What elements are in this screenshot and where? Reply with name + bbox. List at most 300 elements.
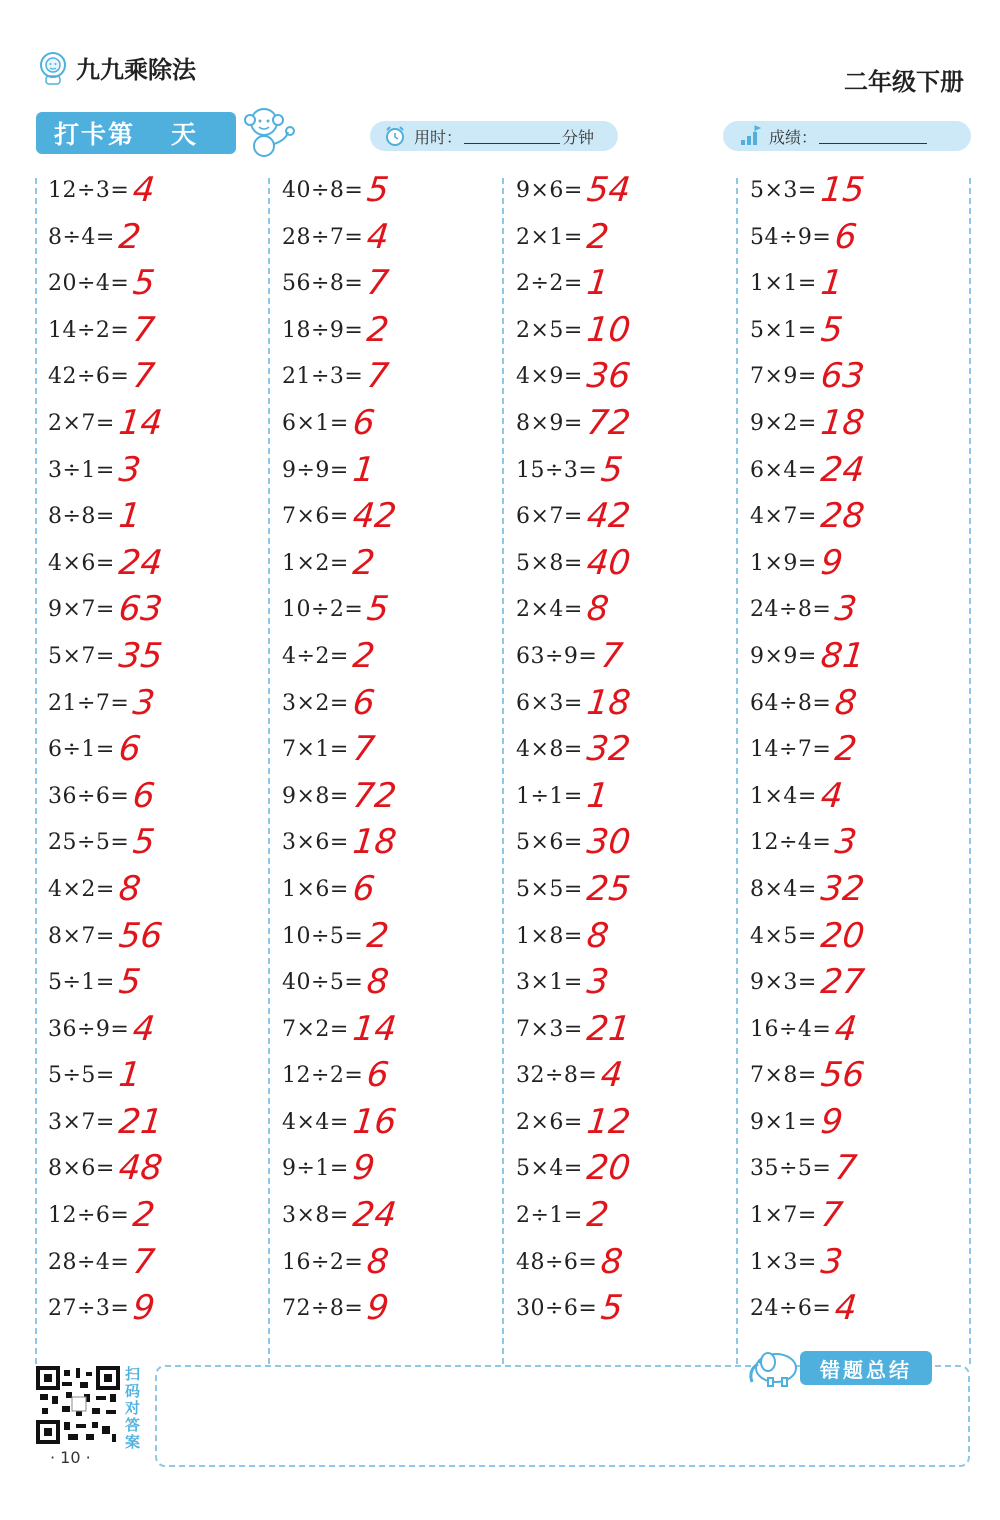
problem-row — [750, 1055, 980, 1102]
problem-row — [48, 962, 278, 1009]
handwritten-answer: 48 — [116, 1148, 165, 1189]
handwritten-answer: 10 — [584, 309, 633, 350]
problem-equation: 8÷4= — [48, 224, 115, 250]
problem-row — [48, 683, 278, 730]
problem-equation: 30÷6= — [516, 1296, 598, 1322]
problem-equation: 6×4= — [750, 457, 817, 483]
problem-equation: 9×3= — [750, 970, 817, 996]
handwritten-answer: 1 — [584, 775, 611, 816]
handwritten-answer: 24 — [116, 542, 165, 583]
problem-equation: 1×7= — [750, 1203, 817, 1229]
handwritten-answer: 8 — [584, 915, 611, 956]
problem-row — [48, 263, 278, 310]
problem-row — [48, 1195, 278, 1242]
handwritten-answer: 3 — [832, 822, 859, 863]
problem-row — [282, 1009, 512, 1056]
problem-row — [48, 1242, 278, 1289]
problem-equation: 1×4= — [750, 783, 817, 809]
problem-equation: 21÷7= — [48, 690, 130, 716]
handwritten-answer: 63 — [818, 356, 867, 397]
problem-column-1 — [48, 170, 278, 1335]
handwritten-answer: 6 — [130, 775, 157, 816]
problem-row — [750, 1242, 980, 1289]
handwritten-answer: 72 — [584, 402, 633, 443]
handwritten-answer: 2 — [832, 729, 859, 770]
book-title: 九九乘除法 — [76, 56, 196, 84]
problem-row — [48, 310, 278, 357]
problem-row — [282, 1242, 512, 1289]
handwritten-answer: 4 — [598, 1055, 625, 1096]
problem-equation: 16÷2= — [282, 1249, 364, 1275]
handwritten-answer: 5 — [818, 309, 845, 350]
problem-row — [516, 776, 746, 823]
problem-equation: 3×6= — [282, 830, 349, 856]
lion-mascot-icon — [36, 51, 70, 85]
problem-row — [282, 356, 512, 403]
problem-row — [48, 1288, 278, 1335]
problem-row — [750, 822, 980, 869]
handwritten-answer: 42 — [350, 496, 399, 537]
problem-row — [48, 356, 278, 403]
problem-row — [516, 869, 746, 916]
problem-row — [48, 403, 278, 450]
problem-equation: 4×2= — [48, 876, 115, 902]
problem-column-2 — [282, 170, 512, 1335]
problem-equation: 10÷2= — [282, 597, 364, 623]
handwritten-answer: 4 — [832, 1008, 859, 1049]
handwritten-answer: 25 — [584, 868, 633, 909]
problem-equation: 5÷5= — [48, 1063, 115, 1089]
problem-row — [516, 263, 746, 310]
problem-equation: 3×8= — [282, 1203, 349, 1229]
mistake-summary-label: 错题总结 — [800, 1351, 932, 1385]
handwritten-answer: 9 — [818, 542, 845, 583]
problem-row — [750, 916, 980, 963]
problem-row — [750, 263, 980, 310]
handwritten-answer: 9 — [130, 1288, 157, 1329]
problem-equation: 27÷3= — [48, 1296, 130, 1322]
handwritten-answer: 3 — [832, 589, 859, 630]
problem-row — [516, 310, 746, 357]
problem-equation: 14÷7= — [750, 737, 832, 763]
handwritten-answer: 2 — [364, 309, 391, 350]
problem-equation: 35÷5= — [750, 1156, 832, 1182]
handwritten-answer: 9 — [364, 1288, 391, 1329]
problem-equation: 4×7= — [750, 504, 817, 530]
problem-equation: 2×4= — [516, 597, 583, 623]
problem-row — [282, 217, 512, 264]
problem-row — [516, 729, 746, 776]
problem-row — [282, 869, 512, 916]
handwritten-answer: 7 — [130, 309, 157, 350]
problem-row — [516, 589, 746, 636]
handwritten-answer: 2 — [364, 915, 391, 956]
problem-equation: 1×1= — [750, 271, 817, 297]
problem-equation: 12÷6= — [48, 1203, 130, 1229]
handwritten-answer: 1 — [818, 263, 845, 304]
scan-for-answers-text: 扫码对答案 — [125, 1365, 141, 1451]
problem-equation: 9×9= — [750, 643, 817, 669]
handwritten-answer: 24 — [350, 1195, 399, 1236]
handwritten-answer: 56 — [116, 915, 165, 956]
problem-row — [282, 170, 512, 217]
problem-equation: 9×7= — [48, 597, 115, 623]
handwritten-answer: 4 — [832, 1288, 859, 1329]
problem-equation: 1×9= — [750, 550, 817, 576]
problem-equation: 5×1= — [750, 317, 817, 343]
problem-equation: 4÷2= — [282, 643, 349, 669]
problem-row — [48, 729, 278, 776]
problem-row — [282, 310, 512, 357]
problem-equation: 7×2= — [282, 1016, 349, 1042]
problem-row — [516, 1195, 746, 1242]
problem-equation: 1×3= — [750, 1249, 817, 1275]
handwritten-answer: 9 — [818, 1101, 845, 1142]
problem-row — [750, 1009, 980, 1056]
problem-equation: 8×9= — [516, 410, 583, 436]
problem-row — [516, 1055, 746, 1102]
problem-equation: 9×1= — [750, 1109, 817, 1135]
problem-row — [48, 776, 278, 823]
problem-row — [516, 916, 746, 963]
problem-row — [750, 636, 980, 683]
handwritten-answer: 20 — [584, 1148, 633, 1189]
problem-row — [48, 543, 278, 590]
problem-row — [516, 1009, 746, 1056]
time-unit: 分钟 — [562, 127, 595, 147]
score-input-line[interactable] — [819, 129, 927, 144]
handwritten-answer: 5 — [598, 449, 625, 490]
problem-equation: 14÷2= — [48, 317, 130, 343]
problem-row — [282, 263, 512, 310]
problem-equation: 6×3= — [516, 690, 583, 716]
problem-equation: 36÷6= — [48, 783, 130, 809]
handwritten-answer: 72 — [350, 775, 399, 816]
handwritten-answer: 32 — [584, 729, 633, 770]
handwritten-answer: 7 — [130, 1241, 157, 1282]
elephant-mascot-icon — [746, 1344, 804, 1388]
handwritten-answer: 6 — [364, 1055, 391, 1096]
problem-equation: 1×6= — [282, 876, 349, 902]
problem-equation: 18÷9= — [282, 317, 364, 343]
handwritten-answer: 7 — [364, 356, 391, 397]
problem-equation: 12÷3= — [48, 178, 130, 203]
handwritten-answer: 3 — [116, 449, 143, 490]
alarm-clock-icon — [384, 125, 406, 147]
handwritten-answer: 14 — [116, 402, 165, 443]
problem-equation: 5×3= — [750, 178, 817, 203]
checkin-banner — [36, 112, 236, 154]
handwritten-answer: 21 — [116, 1101, 165, 1142]
score-field — [723, 121, 971, 151]
problem-row — [750, 496, 980, 543]
problem-row — [282, 776, 512, 823]
handwritten-answer: 7 — [130, 356, 157, 397]
handwritten-answer: 5 — [598, 1288, 625, 1329]
problem-row — [750, 217, 980, 264]
handwritten-answer: 2 — [350, 542, 377, 583]
problem-row — [282, 636, 512, 683]
problem-equation: 4×9= — [516, 364, 583, 390]
bar-chart-flag-icon — [739, 125, 761, 147]
handwritten-answer: 30 — [584, 822, 633, 863]
handwritten-answer: 7 — [598, 635, 625, 676]
handwritten-answer: 16 — [350, 1101, 399, 1142]
problem-equation: 7×8= — [750, 1063, 817, 1089]
problem-column-3 — [516, 170, 746, 1335]
handwritten-answer: 8 — [832, 682, 859, 723]
problem-equation: 2×5= — [516, 317, 583, 343]
problem-row — [516, 356, 746, 403]
problem-equation: 8×7= — [48, 923, 115, 949]
problem-row — [282, 822, 512, 869]
problem-row — [750, 729, 980, 776]
problem-row — [48, 170, 278, 217]
problem-row — [750, 170, 980, 217]
problem-row — [516, 170, 746, 217]
problem-row — [282, 683, 512, 730]
problem-equation: 9÷1= — [282, 1156, 349, 1182]
problem-equation: 10÷5= — [282, 923, 364, 949]
handwritten-answer: 42 — [584, 496, 633, 537]
problem-row — [48, 1102, 278, 1149]
problem-equation: 9×8= — [282, 783, 349, 809]
problem-equation: 40÷5= — [282, 970, 364, 996]
problem-row — [750, 450, 980, 497]
problem-equation: 9÷9= — [282, 457, 349, 483]
problem-row — [48, 496, 278, 543]
handwritten-answer: 7 — [350, 729, 377, 770]
handwritten-answer: 32 — [818, 868, 867, 909]
problem-row — [282, 1195, 512, 1242]
problem-equation: 5÷1= — [48, 970, 115, 996]
problem-equation: 63÷9= — [516, 643, 598, 669]
problem-equation: 1÷1= — [516, 783, 583, 809]
problem-equation: 8÷8= — [48, 504, 115, 530]
problem-row — [750, 683, 980, 730]
handwritten-answer: 4 — [364, 216, 391, 257]
handwritten-answer: 18 — [350, 822, 399, 863]
problem-equation: 2×7= — [48, 410, 115, 436]
problem-row — [48, 636, 278, 683]
problem-row — [48, 822, 278, 869]
problem-row — [750, 403, 980, 450]
handwritten-answer: 28 — [818, 496, 867, 537]
handwritten-answer: 40 — [584, 542, 633, 583]
problem-row — [516, 1288, 746, 1335]
handwritten-answer: 5 — [116, 962, 143, 1003]
handwritten-answer: 21 — [584, 1008, 633, 1049]
problem-column-4 — [750, 170, 980, 1335]
problem-row — [516, 403, 746, 450]
problem-equation: 12÷2= — [282, 1063, 364, 1089]
handwritten-answer: 6 — [832, 216, 859, 257]
problem-equation: 24÷8= — [750, 597, 832, 623]
problem-equation: 3×7= — [48, 1109, 115, 1135]
handwritten-answer: 8 — [364, 962, 391, 1003]
problem-equation: 5×6= — [516, 830, 583, 856]
problem-row — [516, 1148, 746, 1195]
handwritten-answer: 6 — [116, 729, 143, 770]
handwritten-answer: 7 — [818, 1195, 845, 1236]
handwritten-answer: 8 — [116, 868, 143, 909]
problem-row — [48, 1009, 278, 1056]
problem-row — [282, 450, 512, 497]
column-divider — [35, 178, 37, 1364]
problem-equation: 9×6= — [516, 178, 583, 203]
problem-row — [750, 869, 980, 916]
checkin-suffix: 天 — [171, 120, 199, 149]
problem-equation: 1×2= — [282, 550, 349, 576]
problem-equation: 72÷8= — [282, 1296, 364, 1322]
problem-equation: 4×6= — [48, 550, 115, 576]
problem-equation: 6×7= — [516, 504, 583, 530]
problem-row — [750, 356, 980, 403]
problem-row — [516, 636, 746, 683]
problem-equation: 54÷9= — [750, 224, 832, 250]
problem-equation: 48÷6= — [516, 1249, 598, 1275]
handwritten-answer: 54 — [584, 170, 633, 210]
handwritten-answer: 15 — [818, 170, 867, 210]
handwritten-answer: 8 — [584, 589, 611, 630]
problem-row — [750, 589, 980, 636]
handwritten-answer: 3 — [818, 1241, 845, 1282]
problem-equation: 64÷8= — [750, 690, 832, 716]
problem-row — [516, 683, 746, 730]
grade-label: 二年级下册 — [844, 68, 964, 96]
handwritten-answer: 63 — [116, 589, 165, 630]
problem-equation: 28÷4= — [48, 1249, 130, 1275]
problem-equation: 7×9= — [750, 364, 817, 390]
handwritten-answer: 4 — [130, 1008, 157, 1049]
problem-equation: 40÷8= — [282, 178, 364, 203]
handwritten-answer: 2 — [350, 635, 377, 676]
handwritten-answer: 56 — [818, 1055, 867, 1096]
problem-row — [282, 543, 512, 590]
handwritten-answer: 5 — [364, 170, 391, 210]
problem-row — [516, 962, 746, 1009]
problem-equation: 8×6= — [48, 1156, 115, 1182]
problem-equation: 20÷4= — [48, 271, 130, 297]
time-field — [370, 121, 618, 151]
problem-equation: 24÷6= — [750, 1296, 832, 1322]
problem-equation: 2÷2= — [516, 271, 583, 297]
time-label: 用时： — [414, 127, 463, 147]
problem-row — [48, 450, 278, 497]
problem-equation: 3÷1= — [48, 457, 115, 483]
handwritten-answer: 24 — [818, 449, 867, 490]
problem-row — [750, 776, 980, 823]
handwritten-answer: 5 — [364, 589, 391, 630]
problem-equation: 25÷5= — [48, 830, 130, 856]
problem-equation: 2×1= — [516, 224, 583, 250]
handwritten-answer: 9 — [350, 1148, 377, 1189]
problem-equation: 5×5= — [516, 876, 583, 902]
problem-row — [750, 310, 980, 357]
problem-row — [48, 217, 278, 264]
problem-equation: 21÷3= — [282, 364, 364, 390]
problem-row — [750, 962, 980, 1009]
problem-equation: 2×6= — [516, 1109, 583, 1135]
monkey-mascot-icon — [236, 104, 298, 160]
problem-equation: 56÷8= — [282, 271, 364, 297]
page-number: · 10 · — [50, 1448, 91, 1467]
handwritten-answer: 1 — [350, 449, 377, 490]
problem-row — [282, 589, 512, 636]
problem-equation: 42÷6= — [48, 364, 130, 390]
problem-equation: 32÷8= — [516, 1063, 598, 1089]
problem-row — [516, 450, 746, 497]
qr-code-icon[interactable] — [36, 1366, 120, 1444]
handwritten-answer: 18 — [584, 682, 633, 723]
problem-row — [282, 962, 512, 1009]
problem-row — [750, 1288, 980, 1335]
problem-equation: 6×1= — [282, 410, 349, 436]
problem-row — [750, 543, 980, 590]
handwritten-answer: 2 — [584, 216, 611, 257]
handwritten-answer: 27 — [818, 962, 867, 1003]
problem-equation: 5×8= — [516, 550, 583, 576]
handwritten-answer: 4 — [130, 170, 157, 210]
handwritten-answer: 5 — [130, 822, 157, 863]
problem-equation: 36÷9= — [48, 1016, 130, 1042]
problem-equation: 16÷4= — [750, 1016, 832, 1042]
problem-row — [282, 1148, 512, 1195]
handwritten-answer: 2 — [116, 216, 143, 257]
handwritten-answer: 35 — [116, 635, 165, 676]
handwritten-answer: 81 — [818, 635, 867, 676]
problem-equation: 9×2= — [750, 410, 817, 436]
problem-row — [282, 729, 512, 776]
problem-equation: 15÷3= — [516, 457, 598, 483]
handwritten-answer: 6 — [350, 402, 377, 443]
problem-row — [750, 1102, 980, 1149]
handwritten-answer: 2 — [130, 1195, 157, 1236]
problem-row — [750, 1148, 980, 1195]
problem-equation: 7×6= — [282, 504, 349, 530]
problem-row — [516, 1242, 746, 1289]
handwritten-answer: 3 — [130, 682, 157, 723]
problem-equation: 28÷7= — [282, 224, 364, 250]
problem-row — [282, 1055, 512, 1102]
problem-equation: 5×4= — [516, 1156, 583, 1182]
checkin-prefix: 打卡第 — [54, 120, 136, 149]
score-label: 成绩： — [769, 127, 818, 147]
problem-equation: 7×1= — [282, 737, 349, 763]
handwritten-answer: 7 — [832, 1148, 859, 1189]
problem-equation: 1×8= — [516, 923, 583, 949]
problem-row — [282, 403, 512, 450]
problem-equation: 3×2= — [282, 690, 349, 716]
problem-row — [750, 1195, 980, 1242]
handwritten-answer: 3 — [584, 962, 611, 1003]
handwritten-answer: 5 — [130, 263, 157, 304]
problem-row — [48, 589, 278, 636]
problem-equation: 7×3= — [516, 1016, 583, 1042]
handwritten-answer: 1 — [116, 496, 143, 537]
problem-row — [282, 1102, 512, 1149]
handwritten-answer: 6 — [350, 682, 377, 723]
time-input-line[interactable] — [464, 129, 560, 144]
problem-row — [516, 543, 746, 590]
problem-row — [282, 916, 512, 963]
problem-equation: 12÷4= — [750, 830, 832, 856]
problem-equation: 8×4= — [750, 876, 817, 902]
problem-row — [48, 1148, 278, 1195]
handwritten-answer: 1 — [584, 263, 611, 304]
problem-equation: 2÷1= — [516, 1203, 583, 1229]
problem-equation: 4×4= — [282, 1109, 349, 1135]
